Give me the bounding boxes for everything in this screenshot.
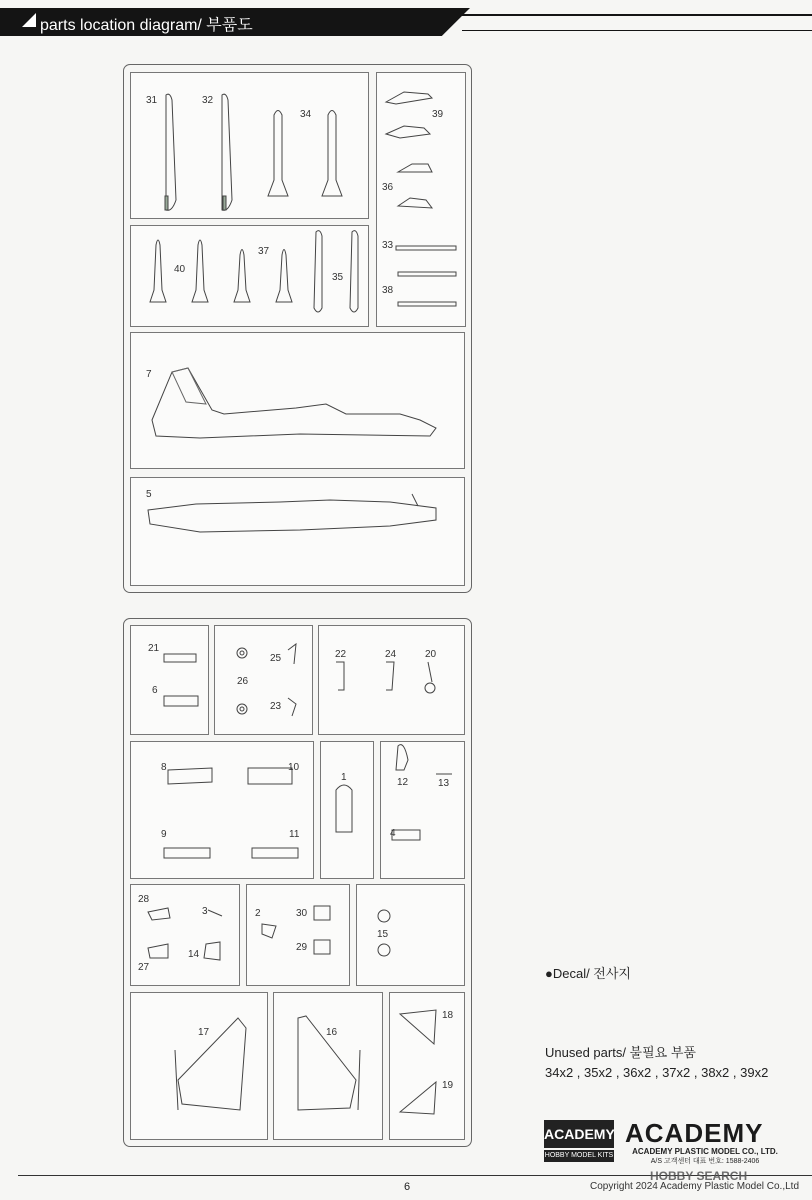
part-label: 8 bbox=[161, 762, 167, 773]
copyright-text: Copyright 2024 Academy Plastic Model Co.,Ltd bbox=[590, 1181, 799, 1192]
part-label: 7 bbox=[146, 369, 152, 380]
logo-small-bottom: HOBBY MODEL KITS bbox=[544, 1150, 614, 1162]
part-label: 26 bbox=[237, 676, 249, 687]
part-label: 37 bbox=[258, 246, 270, 257]
part-label: 31 bbox=[146, 95, 158, 106]
part-label: 32 bbox=[202, 95, 214, 106]
academy-wordmark-logo bbox=[625, 1118, 785, 1166]
page-title: parts location diagram/ 부품도 bbox=[40, 17, 253, 34]
page-number: 6 bbox=[404, 1181, 411, 1193]
part-label: 40 bbox=[174, 264, 186, 275]
part-label: 34 bbox=[300, 109, 312, 120]
part-label: 2 bbox=[255, 908, 261, 919]
part-label: 21 bbox=[148, 643, 160, 654]
unused-parts-title: Unused parts/ 불필요 부품 bbox=[545, 1045, 696, 1060]
part-label: 10 bbox=[288, 762, 300, 773]
part-label: 39 bbox=[432, 109, 444, 120]
part-label: 27 bbox=[138, 962, 150, 973]
part-label: 13 bbox=[438, 778, 450, 789]
part-label: 18 bbox=[442, 1010, 454, 1021]
part-label: 11 bbox=[289, 829, 300, 840]
part-label: 33 bbox=[382, 240, 394, 251]
academy-hobby-logo bbox=[544, 1120, 614, 1164]
part-label: 20 bbox=[425, 649, 437, 660]
part-label: 36 bbox=[382, 182, 394, 193]
part-label: 30 bbox=[296, 908, 308, 919]
watermark: HOBBY SEARCH bbox=[650, 1169, 748, 1183]
part-label: 22 bbox=[335, 649, 347, 660]
logo-large-word: ACADEMY bbox=[625, 1118, 764, 1148]
part-label: 28 bbox=[138, 894, 150, 905]
part-label: 29 bbox=[296, 942, 308, 953]
part-label: 24 bbox=[385, 649, 397, 660]
unused-parts bbox=[545, 1043, 768, 1083]
part-label: 25 bbox=[270, 653, 282, 664]
part-label: 35 bbox=[332, 272, 344, 283]
logo-small-top: ACADEMY bbox=[544, 1120, 614, 1148]
part-label: 16 bbox=[326, 1027, 338, 1038]
part-label: 19 bbox=[442, 1080, 454, 1091]
part-label: 4 bbox=[390, 828, 396, 839]
part-label: 3 bbox=[202, 906, 208, 917]
decal-label: ●Decal/ 전사지 bbox=[545, 966, 631, 981]
part-label: 17 bbox=[198, 1027, 210, 1038]
part-label: 9 bbox=[161, 829, 167, 840]
part-label: 38 bbox=[382, 285, 394, 296]
logo-large-sub: ACADEMY PLASTIC MODEL CO., LTD. bbox=[632, 1147, 778, 1156]
part-label: 23 bbox=[270, 701, 282, 712]
unused-parts-list: 34x2 , 35x2 , 36x2 , 37x2 , 38x2 , 39x2 bbox=[545, 1065, 769, 1080]
part-label: 14 bbox=[188, 949, 200, 960]
part-label: 1 bbox=[341, 772, 347, 783]
logo-large-as: A/S 고객센터 대표 번호: 1588-2406 bbox=[650, 1158, 760, 1165]
part-label: 12 bbox=[397, 777, 409, 788]
part-label: 5 bbox=[146, 489, 152, 500]
part-label: 15 bbox=[377, 929, 389, 940]
part-label: 6 bbox=[152, 685, 158, 696]
